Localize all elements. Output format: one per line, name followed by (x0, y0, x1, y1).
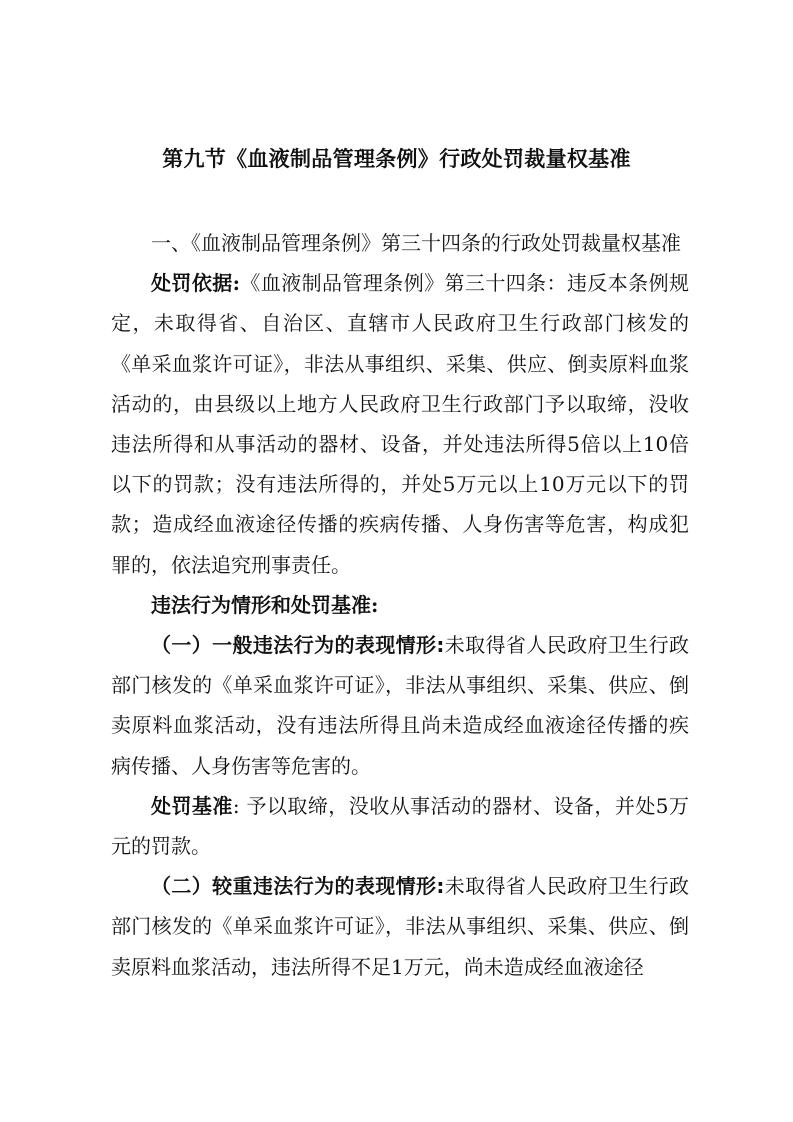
item-general-penalty-text: : 予以取缔，没收从事活动的器材、设备，并处5万元的罚款。 (111, 793, 689, 859)
document-body (111, 223, 689, 987)
standards-heading: 违法行为情形和处罚基准: (151, 592, 379, 617)
page-title: 第九节《血液制品管理条例》行政处罚裁量权基准 (162, 147, 631, 171)
item-general-penalty-paragraph (111, 786, 689, 866)
section-heading: 一、《血液制品管理条例》第三十四条的行政处罚裁量权基准 (151, 231, 681, 255)
item-general-penalty-label: 处罚基准 (151, 793, 233, 818)
penalty-basis-text: 《血液制品管理条例》第三十四条：违反本条例规定，未取得省、自治区、直辖市人民政府卫生行政部门核发的《单采血浆许可证》，非法从事组织、采集、供应、倒卖原料血浆活动的，由县级以上地方人民政府卫生行政部门予以取缔，没收违法所得和从事活动的器材、设备，并处违法所得5倍以上10倍以下的罚款；没有违法所得的，并处5万元以上10万元以下的罚款；造成经血液途径传播的疾病传播、人身伤害等危害，构成犯罪的，依法追究刑事责任。 (111, 271, 689, 577)
penalty-basis-label: 处罚依据: (151, 271, 241, 296)
item-general-paragraph (111, 625, 689, 786)
item-general-label: （一）一般违法行为的表现情形: (151, 633, 445, 658)
penalty-basis-paragraph (111, 263, 689, 585)
item-serious-paragraph (111, 866, 689, 987)
item-general-text: 未取得省人民政府卫生行政部门核发的《单采血浆许可证》，非法从事组织、采集、供应、倒卖原料血浆活动，没有违法所得且尚未造成经血液途径传播的疾病传播、人身伤害等危害的。 (111, 633, 690, 778)
item-serious-label: （二）较重违法行为的表现情形: (151, 874, 445, 899)
item-serious-text: 未取得省人民政府卫生行政部门核发的《单采血浆许可证》，非法从事组织、采集、供应、倒卖原料血浆活动，违法所得不足1万元，尚未造成经血液途径 (111, 874, 690, 979)
